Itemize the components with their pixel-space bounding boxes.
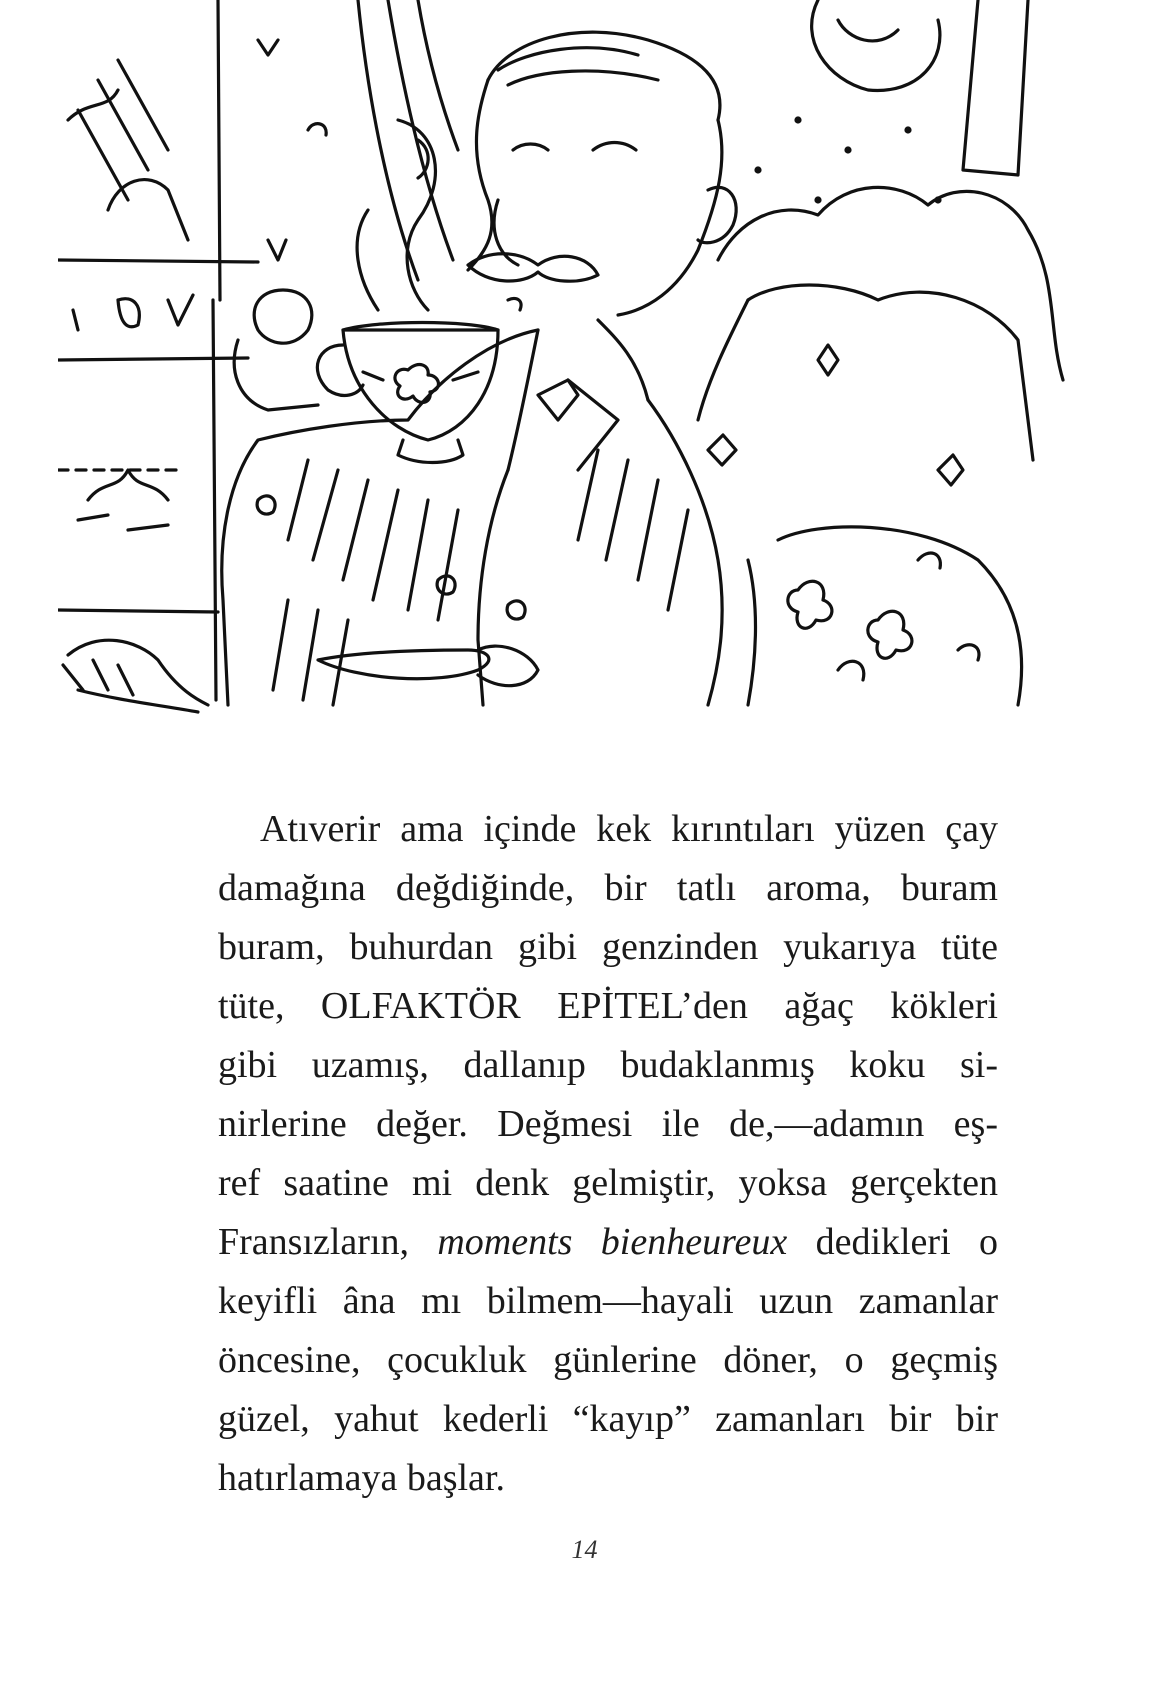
- armchair-drawing: [698, 187, 1063, 705]
- paragraph-line: gibi uzamış, dallanıp budaklanmış koku si-: [218, 1044, 998, 1086]
- paragraph-line: [218, 1213, 998, 1272]
- paragraph-line: damağına değdiğinde, bir tatlı aroma, buram: [218, 867, 998, 909]
- paragraph-line: keyifli âna mı bilmem—hayali uzun zamanlar: [218, 1280, 998, 1322]
- paragraph-line: Atıverir ama içinde kek kırıntıları yüzen çay: [260, 808, 998, 850]
- man-figure-drawing: [222, 32, 736, 705]
- italic-phrase: moments bienheureux: [437, 1221, 788, 1263]
- illustration-man-drinking-tea: [58, 0, 1068, 770]
- paragraph-line: öncesine, çocukluk günlerine döner, o geçmiş: [218, 1339, 998, 1381]
- paragraph-line: hatırlamaya başlar.: [218, 1457, 505, 1499]
- window-drawing: [58, 0, 258, 712]
- paragraph-line: güzel, yahut kederli “kayıp” zamanları bir bir: [218, 1398, 998, 1440]
- paragraph-line: ref saatine mi denk gelmiştir, yoksa gerçekten: [218, 1162, 998, 1204]
- line-text-after-italic: dedikleri o: [787, 1221, 998, 1263]
- page-number: 14: [571, 1535, 598, 1564]
- body-paragraph: [218, 800, 998, 1508]
- line-text-before-italic: Fransızların,: [218, 1221, 438, 1263]
- wall-ornament-drawing: [756, 0, 1028, 202]
- paragraph-line: nirlerine değer. Değmesi ile de,—adamın eş-: [218, 1103, 998, 1145]
- paragraph-line: buram, buhurdan gibi genzinden yukarıya tüte: [218, 926, 998, 968]
- paragraph-line: tüte, OLFAKTÖR EPİTEL’den ağaç kökleri: [218, 985, 998, 1027]
